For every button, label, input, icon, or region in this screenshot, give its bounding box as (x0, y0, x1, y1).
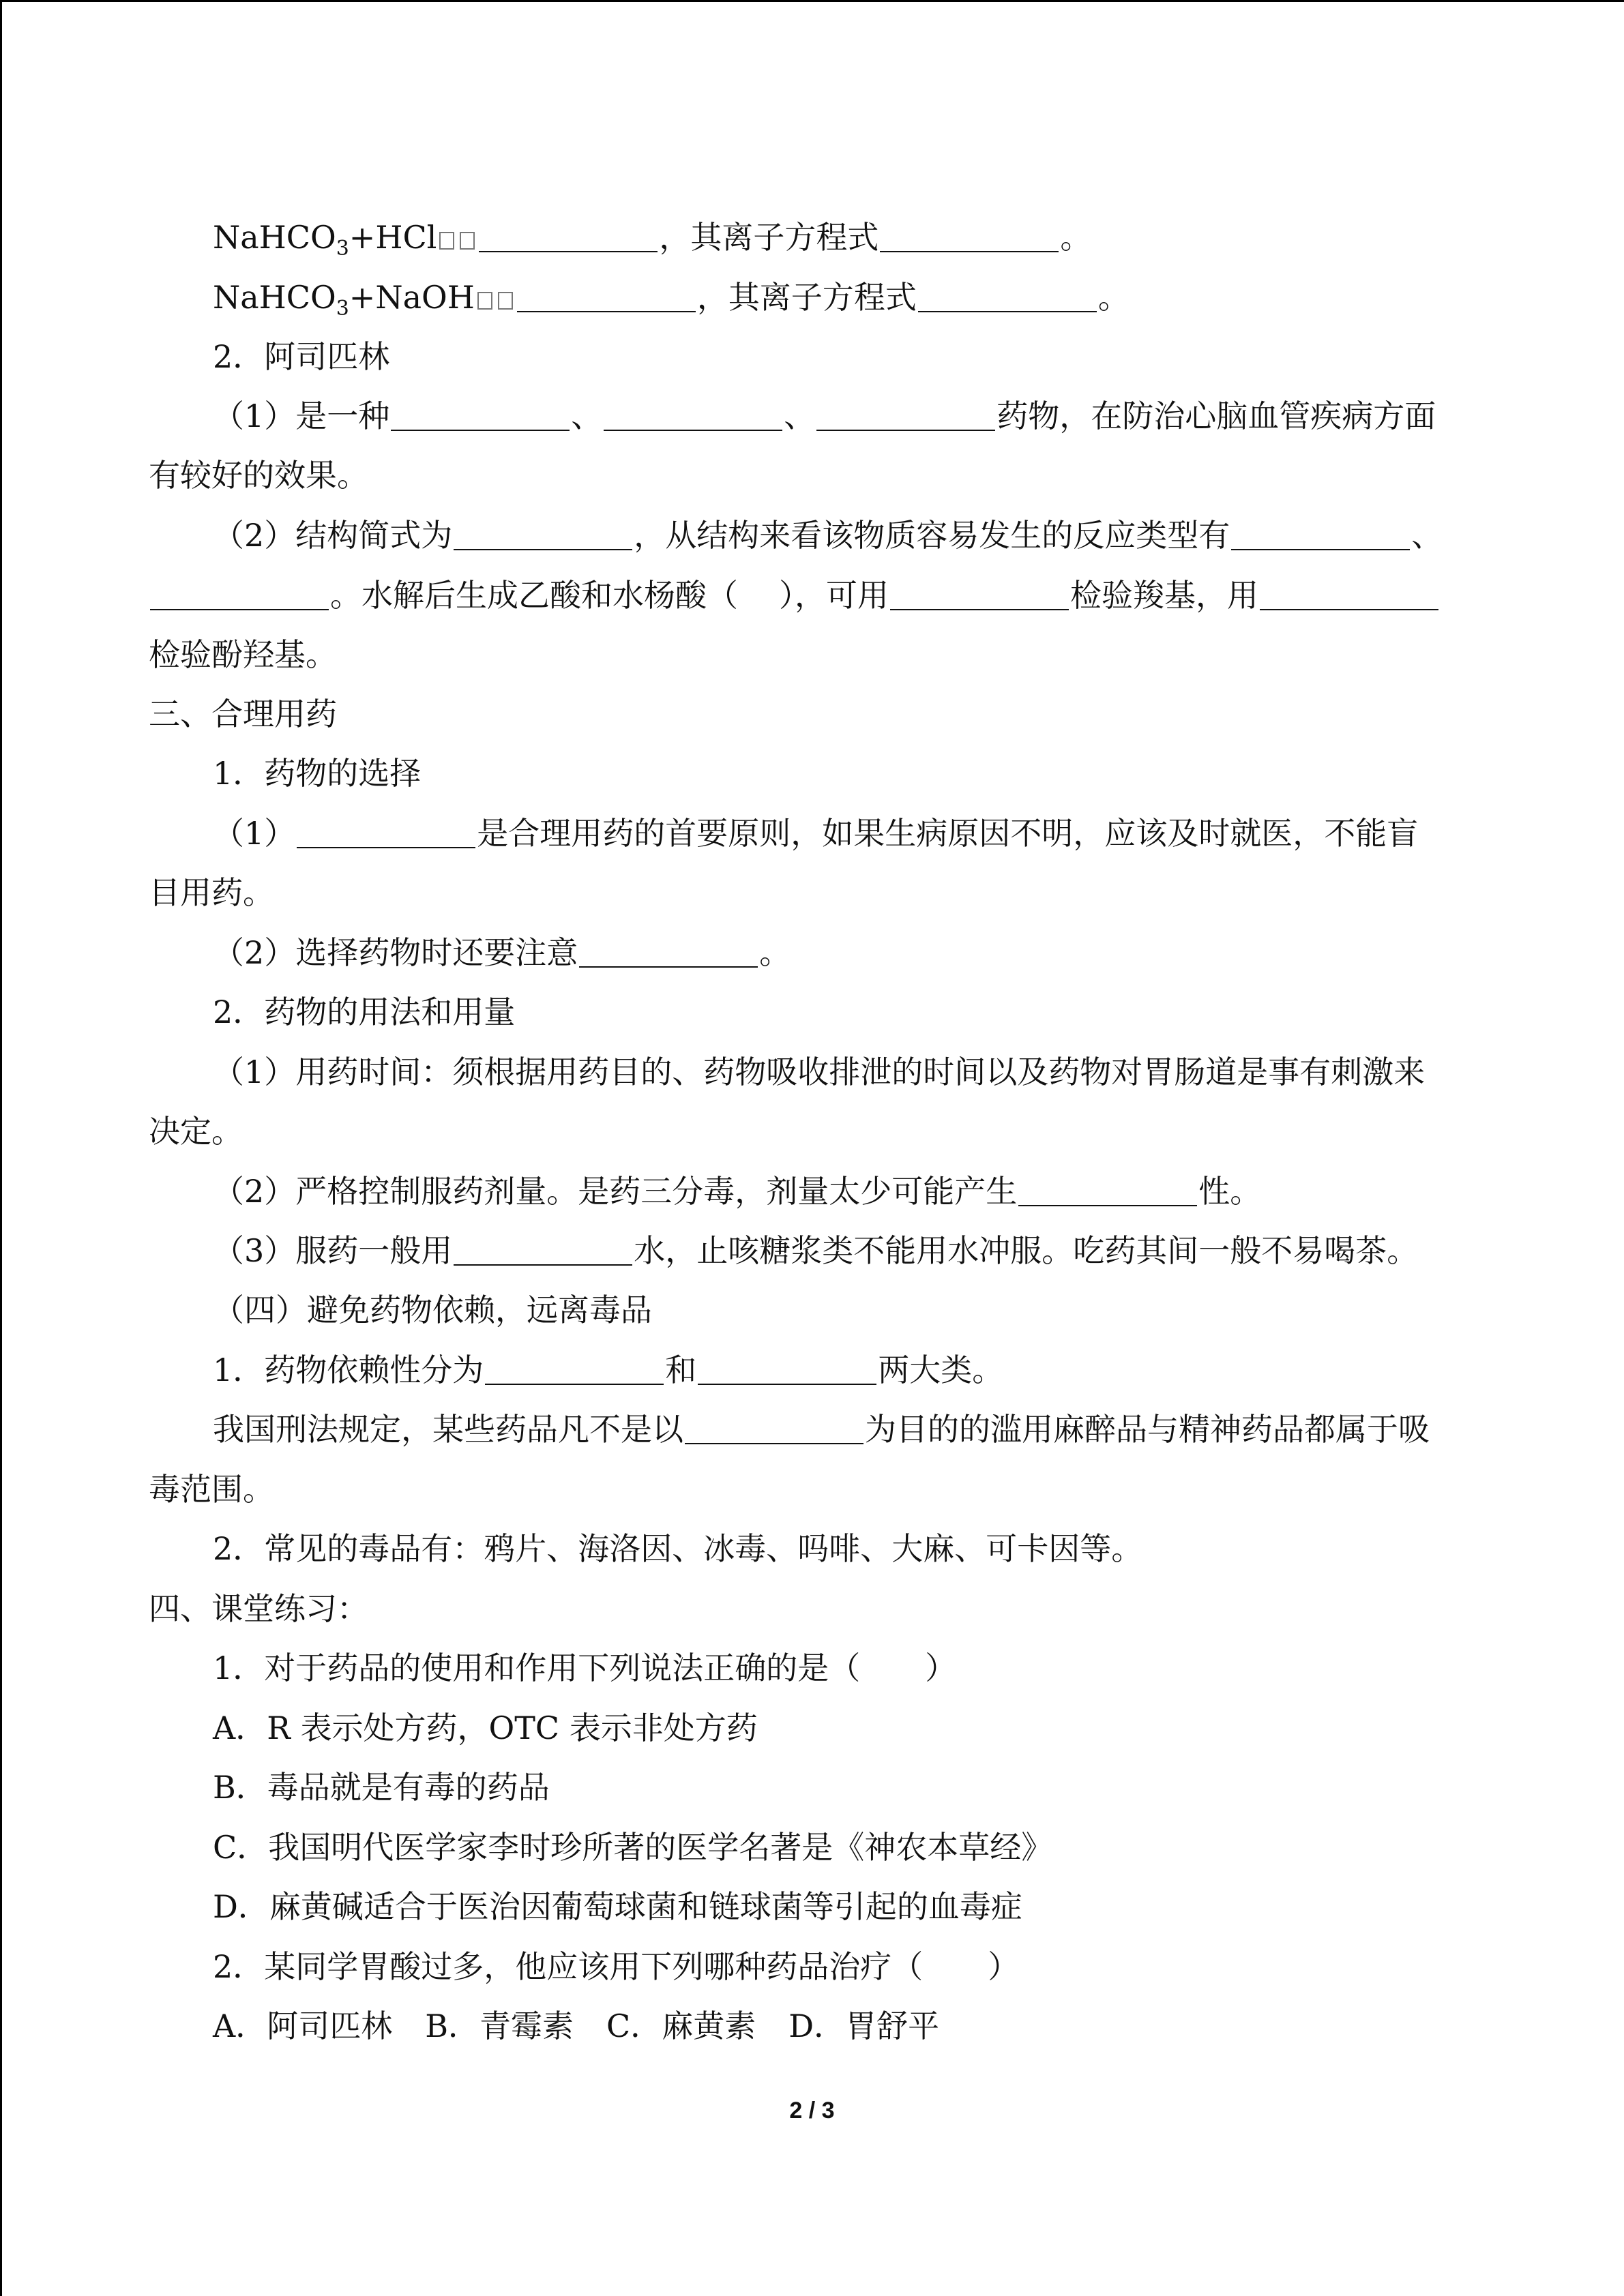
subsection-heading: 2．药物的用法和用量 (213, 994, 516, 1030)
answer-blank[interactable] (604, 402, 782, 431)
answer-blank[interactable] (454, 522, 632, 550)
option-c[interactable]: C．麻黄素 (606, 2008, 756, 2044)
answer-blank[interactable] (880, 224, 1059, 252)
paragraph-line: （3）服药一般用 水，止咳糖浆类不能用水冲服。吃药其间一般不易喝茶。 (213, 1232, 1419, 1269)
answer-blank[interactable] (685, 1416, 863, 1444)
answer-blank[interactable] (485, 1356, 664, 1385)
section-heading-aspirin: 2．阿司匹林 (213, 338, 390, 375)
paragraph-line: 。水解后生成乙酸和水杨酸（ ），可用 检验羧基，用 (149, 574, 1479, 616)
option-d[interactable]: D．胃舒平 (788, 2008, 940, 2044)
missing-glyph-icon (498, 292, 513, 310)
question-2-options (213, 2005, 1479, 2047)
paragraph-line: 决定。 (149, 1113, 243, 1150)
paragraph-line: 1．药物依赖性分为 和 两大类。 (213, 1352, 1004, 1388)
option-d[interactable]: D．麻黄碱适合于医治因葡萄球菌和链球菌等引起的血毒症 (213, 1888, 1022, 1925)
subsection-heading: （四）避免药物依赖，远离毒品 (213, 1292, 652, 1328)
subsection-heading: 1．药物的选择 (213, 755, 422, 792)
paragraph-line: （1） 是合理用药的首要原则，如果生病原因不明，应该及时就医，不能盲 (213, 815, 1419, 852)
option-c[interactable]: C．我国明代医学家李时珍所著的医学名著是《神农本草经》 (213, 1829, 1053, 1866)
answer-blank[interactable] (297, 820, 475, 848)
paragraph-line: （2）选择药物时还要注意 。 (213, 934, 791, 971)
answer-blank[interactable] (1231, 522, 1410, 550)
option-b[interactable]: B．青霉素 (425, 2008, 574, 2044)
equation-line-naoh: NaHCO$_3$+NaOH ，其离子方程式 。 (213, 279, 1130, 321)
answer-blank[interactable] (816, 402, 995, 431)
paragraph-line: （1）是一种 、 、 药物，在防治心脑血管疾病方面 (213, 398, 1436, 434)
answer-blank[interactable] (479, 224, 658, 252)
paragraph-line: 有较好的效果。 (149, 457, 368, 494)
question-1: 1．对于药品的使用和作用下列说法正确的是（ ） (213, 1650, 957, 1686)
answer-blank[interactable] (579, 939, 758, 968)
paragraph-line: （2）结构简式为 ，从结构来看该物质容易发生的反应类型有 、 (213, 517, 1443, 554)
answer-blank[interactable] (1260, 582, 1438, 610)
option-b[interactable]: B．毒品就是有毒的药品 (213, 1769, 550, 1806)
answer-blank[interactable] (698, 1356, 876, 1385)
option-a[interactable]: A．R 表示处方药，OTC 表示非处方药 (213, 1710, 758, 1746)
answer-blank[interactable] (918, 284, 1097, 312)
answer-blank[interactable] (517, 284, 696, 312)
answer-blank[interactable] (150, 582, 329, 610)
missing-glyph-icon (477, 292, 492, 310)
missing-glyph-icon (460, 232, 475, 250)
section-heading-practice: 四、课堂练习： (149, 1590, 368, 1627)
paragraph-line: 目用药。 (149, 874, 274, 911)
page-number: 2 / 3 (789, 2098, 835, 2123)
option-a[interactable]: A．阿司匹林 (213, 2008, 393, 2044)
missing-glyph-icon (439, 232, 454, 250)
paragraph-line: 2．常见的毒品有：鸦片、海洛因、冰毒、吗啡、大麻、可卡因等。 (213, 1530, 1143, 1567)
answer-blank[interactable] (454, 1237, 632, 1266)
paragraph-line: 毒范围。 (149, 1471, 274, 1508)
equation-line-hcl: NaHCO$_3$+HCl ，其离子方程式 。 (213, 219, 1092, 261)
section-heading-rational-use: 三、合理用药 (149, 696, 337, 732)
answer-blank[interactable] (391, 402, 570, 431)
paragraph-line: （1）用药时间：须根据用药目的、药物吸收排泄的时间以及药物对胃肠道是事有刺激来 (213, 1054, 1426, 1090)
paragraph-line: 检验酚羟基。 (149, 636, 337, 673)
paragraph-line: （2）严格控制服药剂量。是药三分毒，剂量太少可能产生 性。 (213, 1173, 1262, 1210)
question-2: 2．某同学胃酸过多，他应该用下列哪种药品治疗（ ） (213, 1948, 1020, 1985)
answer-blank[interactable] (1018, 1178, 1197, 1206)
paragraph-line: 我国刑法规定，某些药品凡不是以 为目的的滥用麻醉品与精神药品都属于吸 (213, 1411, 1430, 1448)
answer-blank[interactable] (890, 582, 1069, 610)
